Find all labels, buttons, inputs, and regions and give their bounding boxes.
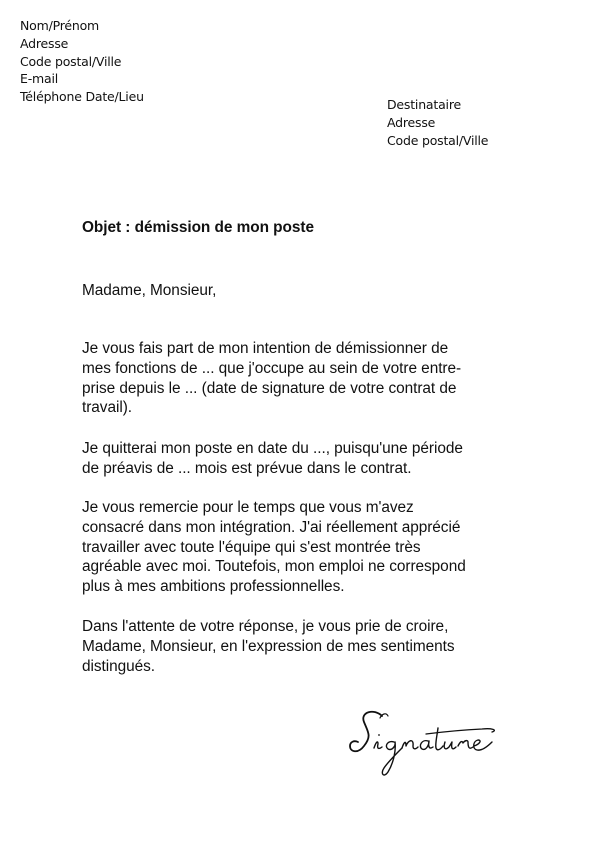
paragraph-intention xyxy=(82,339,512,418)
paragraph-closing xyxy=(82,617,512,676)
paragraph-line: de préavis de ... mois est prévue dans le contrat. xyxy=(82,459,412,477)
sender-address: Adresse xyxy=(20,35,69,51)
paragraph-line: Je vous fais part de mon intention de démissionner de xyxy=(82,340,449,357)
paragraph-line: Je quitterai mon poste en date du ..., puisqu'une période xyxy=(82,440,463,457)
sender-phone-date-place: Téléphone Date/Lieu xyxy=(20,89,144,105)
sender-block xyxy=(20,17,144,106)
paragraph-line: prise depuis le ... (date de signature de votre contrat de xyxy=(82,379,457,397)
paragraph-line: Dans l'attente de votre réponse, je vous prie de croire, xyxy=(82,618,449,635)
paragraph-line: travailler avec toute l'équipe qui s'est montrée très xyxy=(82,538,421,556)
handwritten-signature xyxy=(342,702,512,782)
paragraph-line: plus à mes ambitions professionnelles. xyxy=(82,578,345,596)
sender-name: Nom/Prénom xyxy=(20,18,100,33)
letter-salutation: Madame, Monsieur, xyxy=(82,282,217,299)
paragraph-line: travail). xyxy=(82,399,133,417)
sender-email: E-mail xyxy=(20,71,58,87)
paragraph-line: mes fonctions de ... que j'occupe au sein de votre entre- xyxy=(82,359,462,377)
paragraph-notice-period xyxy=(82,439,512,479)
paragraph-line: Madame, Monsieur, en l'expression de mes sentiments xyxy=(82,637,455,655)
recipient-address: Adresse xyxy=(387,115,436,130)
recipient-postal-city: Code postal/Ville xyxy=(387,133,489,148)
paragraph-line: agréable avec moi. Toutefois, mon emploi ne correspond xyxy=(82,558,466,576)
paragraph-line: consacré dans mon intégration. J'ai réellement apprécié xyxy=(82,518,461,536)
paragraph-thanks xyxy=(82,498,512,597)
letter-subject: Objet : démission de mon poste xyxy=(82,219,314,236)
paragraph-line: Je vous remercie pour le temps que vous m'avez xyxy=(82,499,414,516)
recipient-block xyxy=(387,96,488,150)
recipient-name: Destinataire xyxy=(387,97,461,112)
paragraph-line: distingués. xyxy=(82,657,156,675)
sender-postal-city: Code postal/Ville xyxy=(20,53,122,69)
